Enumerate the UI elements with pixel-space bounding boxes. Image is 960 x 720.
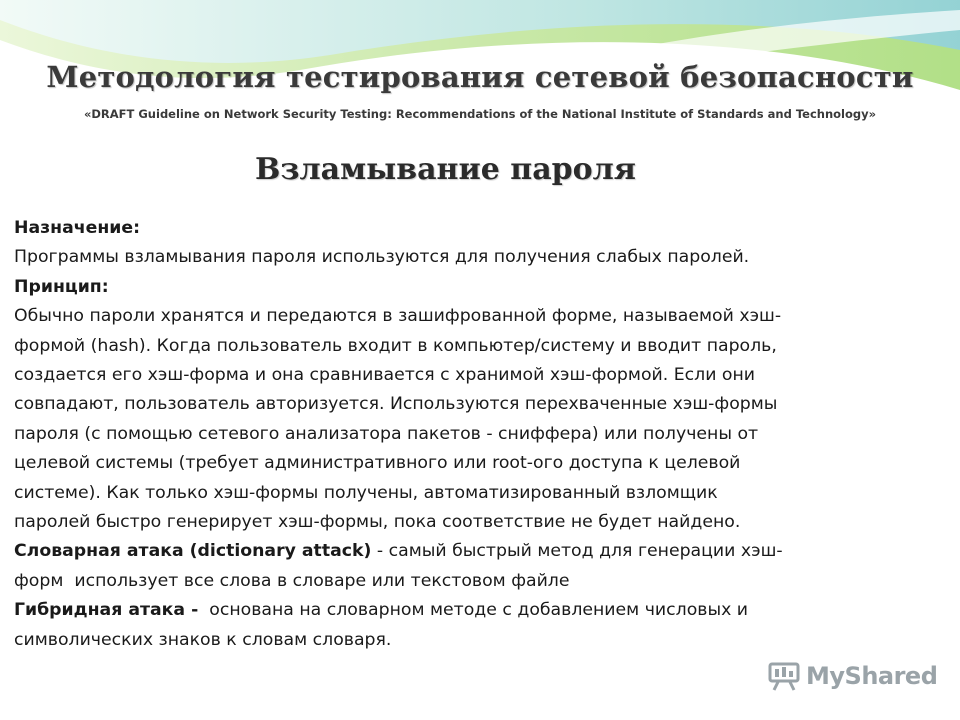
presentation-board-icon — [768, 661, 800, 691]
principle-line: Обычно пароли хранятся и передаются в зашифрованной форме, называемой хэш- — [14, 306, 782, 327]
myshared-logo[interactable] — [768, 656, 937, 696]
hybrid-text: основана на словарном методе с добавлением числовых и — [198, 600, 749, 621]
principle-line: совпадают, пользователь авторизуется. Используются перехваченные хэш-формы — [14, 394, 778, 415]
dictionary-text-line: форм использует все слова в словаре или текстовом файле — [14, 570, 570, 591]
principle-line: целевой системы (требует административного или root-ого доступа к целевой — [14, 453, 741, 474]
dictionary-label: Словарная атака (dictionary attack) — [14, 541, 372, 562]
section-heading: Взламывание пароля — [255, 152, 636, 187]
principle-line: создается его хэш-форма и она сравнивается с хранимой хэш-формой. Если они — [14, 365, 756, 386]
hybrid-label: Гибридная атака - — [14, 600, 199, 621]
dictionary-text: - самый быстрый метод для генерации хэш- — [371, 541, 783, 562]
purpose-label: Назначение: — [14, 218, 141, 238]
purpose-text: Программы взламывания пароля используются для получения слабых паролей. — [14, 247, 750, 268]
principle-line: пароля (с помощью сетевого анализатора пакетов - сниффера) или получены от — [14, 423, 759, 444]
slide-title: Методология тестирования сетевой безопасности — [46, 60, 914, 94]
hybrid-text-line: символических знаков к словам словаря. — [14, 629, 392, 650]
principle-line: паролей быстро генерирует хэш-формы, пока соответствие не будет найдено. — [14, 512, 741, 533]
logo-text: MyShared — [806, 662, 938, 690]
body-text — [14, 214, 934, 655]
slide-subtitle: «DRAFT Guideline on Network Security Testing: Recommendations of the National Institute of Standards and Technology» — [83, 107, 877, 121]
principle-line: системе). Как только хэш-формы получены, автоматизированный взломщик — [14, 482, 718, 503]
principle-line: формой (hash). Когда пользователь входит в компьютер/систему и вводит пароль, — [14, 335, 777, 356]
principle-label: Принцип: — [14, 276, 109, 297]
